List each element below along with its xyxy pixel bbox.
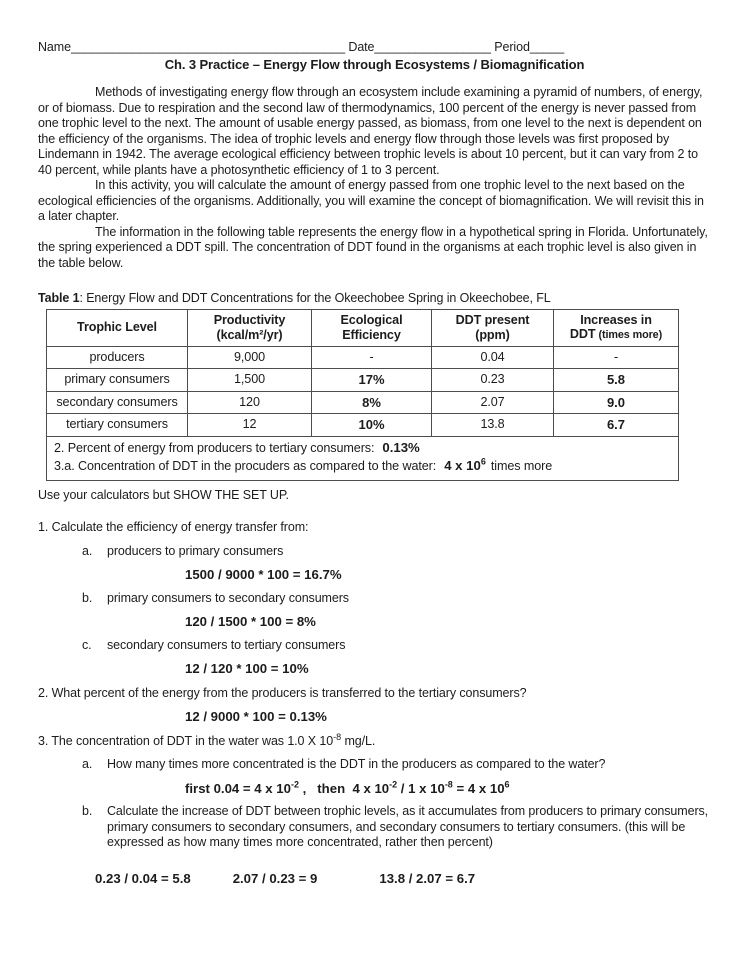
- question-1c-work: 12 / 120 * 100 = 10%: [185, 661, 309, 676]
- note-question-3a: [54, 457, 671, 475]
- table-notes-cell: [47, 436, 679, 480]
- cell-increase: 9.0: [554, 391, 679, 414]
- item-marker: b.: [82, 590, 93, 605]
- work-formula-1: 0.23 / 0.04 = 5.8: [95, 870, 191, 886]
- note-3a-answer: [444, 458, 486, 473]
- question-1a: [38, 544, 711, 560]
- question-3-suffix: mg/L.: [341, 733, 376, 748]
- header-line: DDT present: [455, 313, 530, 327]
- header-line: (ppm): [475, 327, 510, 342]
- item-marker: a.: [82, 757, 93, 771]
- cell-productivity: 9,000: [188, 346, 312, 369]
- header-line: Increases in: [580, 312, 652, 327]
- item-marker: a.: [82, 543, 93, 558]
- cell-ddt: 2.07: [432, 391, 554, 414]
- cell-efficiency: 10%: [312, 414, 432, 437]
- item-marker: b.: [82, 804, 93, 818]
- table-caption-label: Table 1: [38, 291, 80, 305]
- note-question-2: [54, 439, 671, 457]
- question-2-work: 12 / 9000 * 100 = 0.13%: [185, 709, 327, 724]
- instructions-line: Use your calculators but SHOW THE SET UP.: [38, 487, 289, 502]
- question-3-text: 3. The concentration of DDT in the water was 1.0 X 10: [38, 733, 334, 748]
- cell-productivity: 120: [188, 391, 312, 414]
- intro-paragraph-3: The information in the following table represents the energy flow in a hypothetical spring in Florida. Unfortunately, the spring experienced a DDT spill. The concentration of DDT found in the organisms at each trophic level is also given in the table below.: [38, 224, 708, 270]
- cell-level: tertiary consumers: [47, 414, 188, 437]
- work-text: / 1 x 10: [397, 780, 445, 796]
- table-row-primary-consumers: [47, 369, 679, 392]
- note-3a-suffix: times more: [490, 458, 553, 473]
- table-notes-row: [47, 436, 679, 480]
- question-1b-text: primary consumers to secondary consumers: [107, 590, 349, 605]
- work-text: = 4 x 10: [452, 780, 505, 796]
- header-line: (kcal/m²/yr): [216, 327, 283, 342]
- cell-level: producers: [47, 346, 188, 369]
- question-3a-work: [38, 781, 711, 797]
- question-1: 1. Calculate the efficiency of energy transfer from:: [38, 520, 309, 534]
- col-header-ecological-efficiency: [312, 309, 432, 346]
- item-marker: c.: [82, 637, 92, 652]
- question-2: 2. What percent of the energy from the producers is transferred to the tertiary consumers?: [38, 685, 527, 700]
- question-3b-text: Calculate the increase of DDT between trophic levels, as it accumulates from producers to primary consumers, primary consumers to secondary consumers, and secondary consumers to tertiary consumers. (this will be expressed as how many times more concentrated, rather then percent): [107, 804, 709, 849]
- col-header-ddt-present: [432, 309, 554, 346]
- cell-efficiency: 17%: [312, 369, 432, 392]
- question-3b: [38, 804, 711, 851]
- intro-paragraph-1: Methods of investigating energy flow through an ecosystem include examining a pyramid of numbers, of energy, or of biomass. Due to respiration and the second law of thermodynamics, 100 percent of the energy is never passed from one trophic level to the next. The amount of usable energy passed, as biomass, from one level to the next is dependent on the efficiency of the organisms. The idea of trophic levels and energy flow through those levels was first proposed by Lindemann in 1942. The average ecological efficiency between trophic levels is about 10 percent, but it can vary from 2 to 40 percent, while plants have a photosynthetic efficiency of 1 to 3 percent.: [38, 85, 703, 177]
- header-line: [555, 327, 677, 343]
- question-1a-text: producers to primary consumers: [107, 543, 284, 558]
- table-row-secondary-consumers: [47, 391, 679, 414]
- work-formula-3: 13.8 / 2.07 = 6.7: [379, 870, 476, 886]
- cell-increase: -: [554, 346, 679, 369]
- table-row-tertiary-consumers: [47, 414, 679, 437]
- question-1b-work: 120 / 1500 * 100 = 8%: [185, 614, 316, 629]
- cell-level: primary consumers: [47, 369, 188, 392]
- table-caption-text: : Energy Flow and DDT Concentrations for the Okeechobee Spring in Okeechobee, FL: [79, 291, 551, 305]
- question-3a: [38, 757, 711, 773]
- header-times-more-label: (times more): [598, 329, 663, 341]
- question-1c-text: secondary consumers to tertiary consumers: [107, 637, 346, 652]
- work-exponent: -8: [444, 779, 453, 790]
- note-2-answer: 0.13%: [382, 439, 420, 455]
- question-3: [38, 731, 711, 750]
- question-3a-text: How many times more concentrated is the DDT in the producers as compared to the water?: [107, 757, 606, 771]
- table-caption: [38, 291, 711, 307]
- note-3a-answer-exponent: 6: [480, 456, 486, 467]
- cell-ddt: 0.04: [432, 346, 554, 369]
- header-line: Productivity: [213, 313, 286, 327]
- col-header-trophic-level: Trophic Level: [47, 309, 188, 346]
- question-1c: [38, 638, 711, 654]
- cell-ddt: 13.8: [432, 414, 554, 437]
- cell-productivity: 1,500: [188, 369, 312, 392]
- table-header-row: [47, 309, 679, 346]
- cell-level: secondary consumers: [47, 391, 188, 414]
- question-1b: [38, 591, 711, 607]
- work-formula-2: 2.07 / 0.23 = 9: [232, 870, 318, 886]
- table-row-producers: [47, 346, 679, 369]
- cell-increase: 6.7: [554, 414, 679, 437]
- note-2-text: 2. Percent of energy from producers to tertiary consumers:: [54, 440, 375, 455]
- period-blank: Period_____: [494, 40, 565, 54]
- work-text: first 0.04 = 4 x 10: [185, 780, 291, 796]
- date-blank: Date_________________: [348, 40, 491, 54]
- intro-section: [38, 85, 711, 271]
- question-1a-work: 1500 / 9000 * 100 = 16.7%: [185, 567, 342, 582]
- cell-ddt: 0.23: [432, 369, 554, 392]
- cell-increase: 5.8: [554, 369, 679, 392]
- header-ddt-label: DDT: [569, 327, 596, 341]
- work-exponent: -2: [389, 779, 398, 790]
- intro-paragraph-2: In this activity, you will calculate the amount of energy passed from one trophic level to the next based on the ecological efficiencies of the organisms. Additionally, you will examine the concept of biomagnification. We will revisit this in a later chapter.: [38, 178, 704, 223]
- cell-efficiency: 8%: [312, 391, 432, 414]
- work-exponent: -2: [290, 779, 299, 790]
- header-line: Efficiency: [342, 327, 401, 342]
- work-text: , then 4 x 10: [298, 780, 390, 796]
- cell-productivity: 12: [188, 414, 312, 437]
- note-3a-text: 3.a. Concentration of DDT in the procuders as compared to the water:: [54, 458, 437, 473]
- col-header-increases-in-ddt: [554, 309, 679, 346]
- name-blank: Name________________________________________: [38, 40, 346, 54]
- worksheet-title: Ch. 3 Practice – Energy Flow through Ecosystems / Biomagnification: [164, 56, 585, 72]
- work-exponent: 6: [504, 779, 510, 790]
- note-3a-answer-base: 4 x 10: [444, 457, 481, 473]
- question-3-exponent: -8: [333, 731, 342, 742]
- question-3b-work: [38, 871, 711, 887]
- cell-efficiency: -: [312, 346, 432, 369]
- worksheet-header: [38, 40, 711, 56]
- col-header-productivity: [188, 309, 312, 346]
- energy-flow-table: [46, 309, 679, 481]
- header-line: Ecological: [340, 313, 403, 327]
